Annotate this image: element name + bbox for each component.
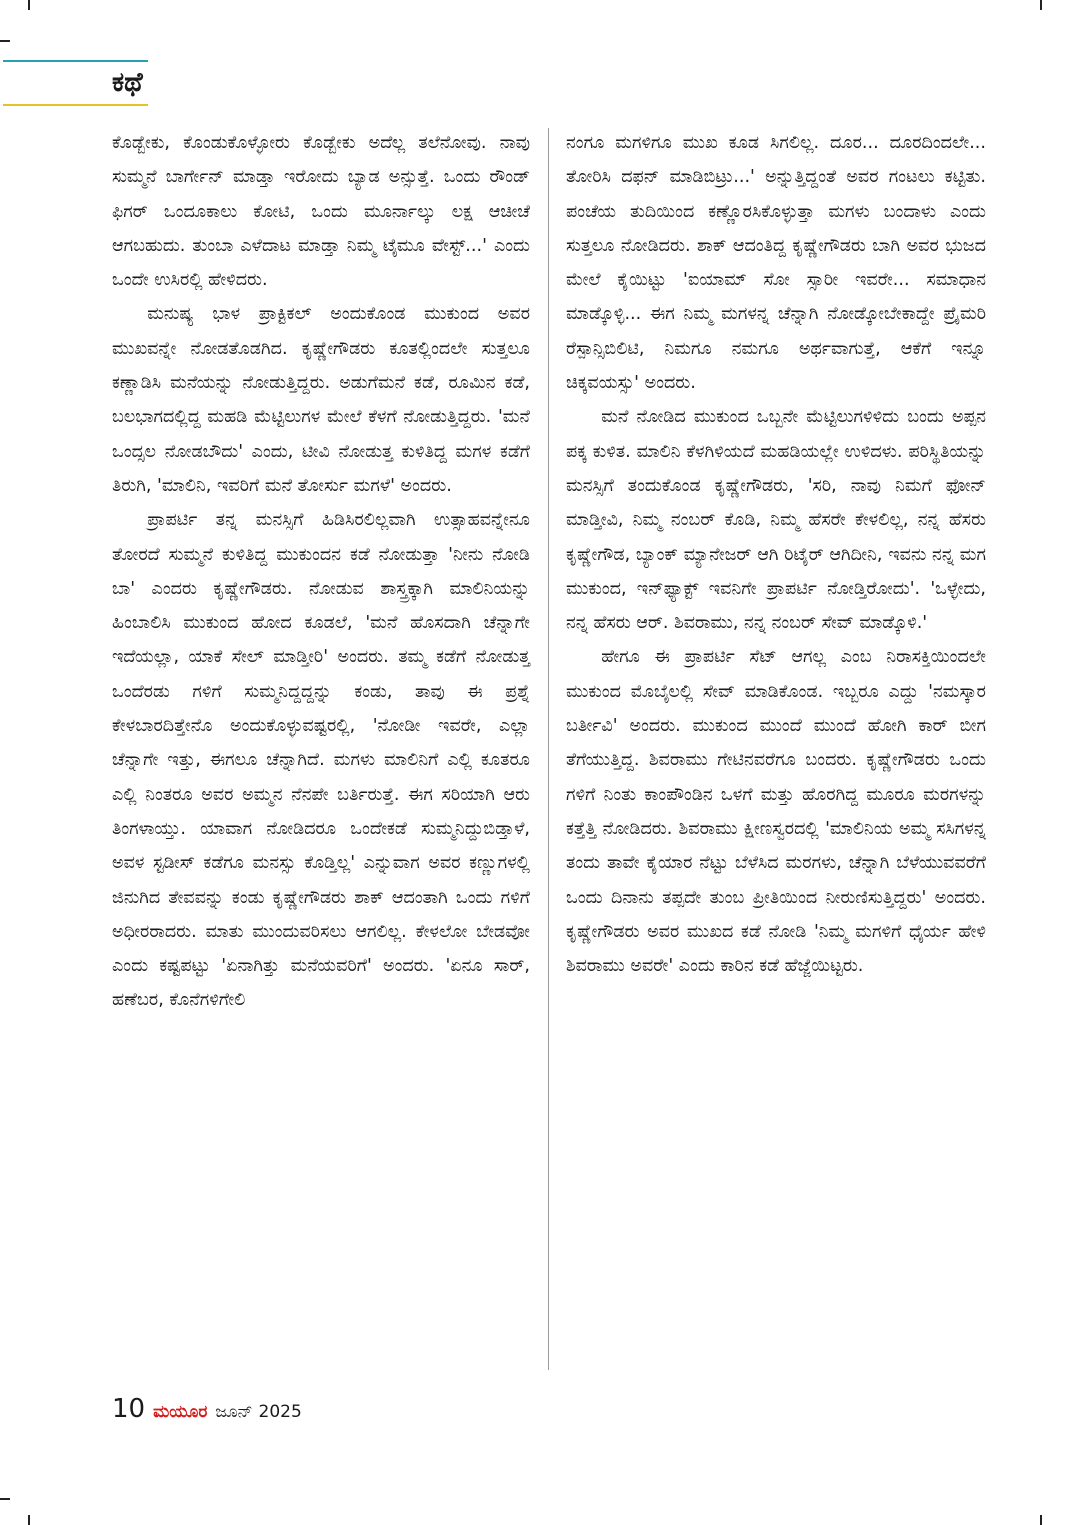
crop-mark [1040,0,1042,10]
crop-mark [28,0,30,10]
crop-mark [0,1498,10,1500]
article-paragraph: ಹೇಗೂ ಈ ಪ್ರಾಪರ್ಟಿ ಸೆಟ್ ಆಗಲ್ಲ ಎಂಬ ನಿರಾಸಕ್ತಿಯಿಂದಲೇ ಮುಕುಂದ ಮೊಬೈಲಲ್ಲಿ ಸೇವ್ ಮಾಡಿಕೊಂಡ. ಇಬ್ಬರೂ ಎದ್ದು 'ನಮಸ್ಕಾರ ಬರ್ತೀವಿ' ಅಂದರು. ಮುಕುಂದ ಮುಂದೆ ಮುಂದೆ ಹೋಗಿ ಕಾರ್ ಬೀಗ ತೆಗೆಯುತ್ತಿದ್ದ. ಶಿವರಾಮು ಗೇಟಿನವರೆಗೂ ಬಂದರು. ಕೃಷ್ಣೇಗೌಡರು ಒಂದು ಗಳಿಗೆ ನಿಂತು ಕಾಂಪೌಂಡಿನ ಒಳಗೆ ಮತ್ತು ಹೊರಗಿದ್ದ ಮೂರೂ ಮರಗಳನ್ನು ಕತ್ತೆತ್ತಿ ನೋಡಿದರು. ಶಿವರಾಮು ಕ್ಷೀಣಸ್ವರದಲ್ಲಿ 'ಮಾಲಿನಿಯ ಅಮ್ಮ ಸಸಿಗಳನ್ನ ತಂದು ತಾವೇ ಕೈಯಾರ ನೆಟ್ಟು ಬೆಳೆಸಿದ ಮರಗಳು, ಚೆನ್ನಾಗಿ ಬೆಳೆಯುವವರೆಗೆ ಒಂದು ದಿನಾನು ತಪ್ಪದೇ ತುಂಬ ಪ್ರೀತಿಯಿಂದ ನೀರುಣಿಸುತ್ತಿದ್ದರು' ಅಂದರು. ಕೃಷ್ಣೇಗೌಡರು ಅವರ ಮುಖದ ಕಡೆ ನೋಡಿ 'ನಿಮ್ಮ ಮಗಳಿಗೆ ಧೈರ್ಯ ಹೇಳಿ ಶಿವರಾಮು ಅವರೇ' ಎಂದು ಕಾರಿನ ಕಡೆ ಹೆಜ್ಜೆಯಿಟ್ಟರು. [566,647,986,977]
article-paragraph: ಮನೆ ನೋಡಿದ ಮುಕುಂದ ಒಬ್ಬನೇ ಮೆಟ್ಟಿಲುಗಳಿಳಿದು ಬಂದು ಅಪ್ಪನ ಪಕ್ಕ ಕುಳಿತ. ಮಾಲಿನಿ ಕೆಳಗಿಳಿಯದೆ ಮಹಡಿಯಲ್ಲೇ ಉಳಿದಳು. ಪರಿಸ್ಥಿತಿಯನ್ನು ಮನಸ್ಸಿಗೆ ತಂದುಕೊಂಡ ಕೃಷ್ಣೇಗೌಡರು, 'ಸರಿ, ನಾವು ನಿಮಗೆ ಫೋನ್ ಮಾಡ್ತೀವಿ, ನಿಮ್ಮ ನಂಬರ್ ಕೊಡಿ, ನಿಮ್ಮ ಹೆಸರೇ ಕೇಳಲಿಲ್ಲ, ನನ್ನ ಹೆಸರು ಕೃಷ್ಣೇಗೌಡ, ಬ್ಯಾಂಕ್ ಮ್ಯಾನೇಜರ್ ಆಗಿ ರಿಟೈರ್ ಆಗಿದೀನಿ, ಇವನು ನನ್ನ ಮಗ ಮುಕುಂದ, ಇನ್‌ಫ್ಯಾಕ್ಟ್ ಇವನಿಗೇ ಪ್ರಾಪರ್ಟಿ ನೋಡ್ತಿರೋದು'. 'ಒಳ್ಳೇದು, ನನ್ನ ಹೆಸರು ಆರ್. ಶಿವರಾಮು, ನನ್ನ ನಂಬರ್ ಸೇವ್ ಮಾಡ್ಕೊಳಿ.' [566,407,986,634]
section-title: ಕಥೆ [112,67,143,98]
page-number: 10 [112,1394,146,1424]
crop-mark [28,1515,30,1525]
section-accent-rule-top [3,60,148,62]
issue-year: 2025 [258,1402,302,1422]
magazine-name: ಮಯೂರ [153,1402,208,1422]
crop-mark [0,40,10,42]
article-column-left [112,126,530,1018]
article-paragraph: ಮನುಷ್ಯ ಭಾಳ ಪ್ರಾಕ್ಟಿಕಲ್ ಅಂದುಕೊಂಡ ಮುಕುಂದ ಅವರ ಮುಖವನ್ನೇ ನೋಡತೊಡಗಿದ. ಕೃಷ್ಣೇಗೌಡರು ಕೂತಲ್ಲಿಂದಲೇ ಸುತ್ತಲೂ ಕಣ್ಣಾಡಿಸಿ ಮನೆಯನ್ನು ನೋಡುತ್ತಿದ್ದರು. ಅಡುಗೆಮನೆ ಕಡೆ, ರೂಮಿನ ಕಡೆ, ಬಲಭಾಗದಲ್ಲಿದ್ದ ಮಹಡಿ ಮೆಟ್ಟಿಲುಗಳ ಮೇಲೆ ಕೆಳಗೆ ನೋಡುತ್ತಿದ್ದರು. 'ಮನೆ ಒಂದ್ಸಲ ನೋಡಬೌದು' ಎಂದು, ಟೀವಿ ನೋಡುತ್ತ ಕುಳಿತಿದ್ದ ಮಗಳ ಕಡೆಗೆ ತಿರುಗಿ, 'ಮಾಲಿನಿ, ಇವರಿಗೆ ಮನೆ ತೋರ್ಸು ಮಗಳೆ' ಅಂದರು. [112,304,530,496]
column-divider [548,128,549,1370]
crop-mark [1040,1515,1042,1525]
article-paragraph: ಪ್ರಾಪರ್ಟಿ ತನ್ನ ಮನಸ್ಸಿಗೆ ಹಿಡಿಸಿರಲಿಲ್ಲವಾಗಿ ಉತ್ಸಾಹವನ್ನೇನೂ ತೋರದೆ ಸುಮ್ಮನೆ ಕುಳಿತಿದ್ದ ಮುಕುಂದನ ಕಡೆ ನೋಡುತ್ತಾ 'ನೀನು ನೋಡಿ ಬಾ' ಎಂದರು ಕೃಷ್ಣೇಗೌಡರು. ನೋಡುವ ಶಾಸ್ತ್ರಕ್ಕಾಗಿ ಮಾಲಿನಿಯನ್ನು ಹಿಂಬಾಲಿಸಿ ಮುಕುಂದ ಹೋದ ಕೂಡಲೆ, 'ಮನೆ ಹೊಸದಾಗಿ ಚೆನ್ನಾಗೇ ಇದೆಯಲ್ಲಾ, ಯಾಕೆ ಸೇಲ್ ಮಾಡ್ತೀರಿ' ಅಂದರು. ತಮ್ಮ ಕಡೆಗೆ ನೋಡುತ್ತ ಒಂದೆರಡು ಗಳಿಗೆ ಸುಮ್ಮನಿದ್ದದ್ದನ್ನು ಕಂಡು, ತಾವು ಈ ಪ್ರಶ್ನೆ ಕೇಳಬಾರದಿತ್ತೇನೊ ಅಂದುಕೊಳ್ಳುವಷ್ಟರಲ್ಲಿ, 'ನೋಡೀ ಇವರೇ, ಎಲ್ಲಾ ಚೆನ್ನಾಗೇ ಇತ್ತು, ಈಗಲೂ ಚೆನ್ನಾಗಿದೆ. ಮಗಳು ಮಾಲಿನಿಗೆ ಎಲ್ಲಿ ಕೂತರೂ ಎಲ್ಲಿ ನಿಂತರೂ ಅವರ ಅಮ್ಮನ ನೆನಪೇ ಬರ್ತಿರುತ್ತೆ. ಈಗ ಸರಿಯಾಗಿ ಆರು ತಿಂಗಳಾಯ್ತು. ಯಾವಾಗ ನೋಡಿದರೂ ಒಂದೇಕಡೆ ಸುಮ್ಮನಿದ್ದುಬಿಡ್ತಾಳೆ, ಅವಳ ಸ್ಟಡೀಸ್ ಕಡೆಗೂ ಮನಸ್ಸು ಕೊಡ್ತಿಲ್ಲ' ಎನ್ನುವಾಗ ಅವರ ಕಣ್ಣುಗಳಲ್ಲಿ ಜಿನುಗಿದ ತೇವವನ್ನು ಕಂಡು ಕೃಷ್ಣೇಗೌಡರು ಶಾಕ್ ಆದಂತಾಗಿ ಒಂದು ಗಳಿಗೆ ಅಧೀರರಾದರು. ಮಾತು ಮುಂದುವರಿಸಲು ಆಗಲಿಲ್ಲ. ಕೇಳಲೋ ಬೇಡವೋ ಎಂದು ಕಷ್ಟಪಟ್ಟು 'ಏನಾಗಿತ್ತು ಮನೆಯವರಿಗೆ' ಅಂದರು. 'ಏನೂ ಸಾರ್, ಹಣೆಬರ, ಕೊನೆಗಳಿಗೇಲಿ [112,510,530,1011]
section-accent-rule-bottom [3,104,148,106]
article-paragraph: ಕೊಡ್ಬೇಕು, ಕೊಂಡುಕೊಳ್ಳೋರು ಕೊಡ್ಬೇಕು ಅದೆಲ್ಲ ತಲೆನೋವು. ನಾವು ಸುಮ್ಮನೆ ಬಾರ್ಗೇನ್ ಮಾಡ್ತಾ ಇರೋದು ಬ್ಯಾಡ ಅನ್ಸುತ್ತೆ. ಒಂದು ರೌಂಡ್ ಫಿಗರ್ ಒಂದೂಕಾಲು ಕೋಟಿ, ಒಂದು ಮೂರ್ನಾಲ್ಕು ಲಕ್ಷ ಆಚೀಚೆ ಆಗಬಹುದು. ತುಂಬಾ ಎಳೆದಾಟ ಮಾಡ್ತಾ ನಿಮ್ಮ ಟೈಮೂ ವೇಸ್ಟ್...' ಎಂದು ಒಂದೇ ಉಸಿರಲ್ಲಿ ಹೇಳಿದರು. [112,133,530,291]
page-footer [112,1394,302,1426]
article-column-right [566,126,986,983]
issue-month: ಜೂನ್ [215,1402,253,1422]
article-paragraph: ನಂಗೂ ಮಗಳಿಗೂ ಮುಖ ಕೂಡ ಸಿಗಲಿಲ್ಲ. ದೂರ... ದೂರದಿಂದಲೇ... ತೋರಿಸಿ ದಫನ್ ಮಾಡಿಬಿಟ್ರು...' ಅನ್ನುತ್ತಿದ್ದಂತೆ ಅವರ ಗಂಟಲು ಕಟ್ಟಿತು. ಪಂಚೆಯ ತುದಿಯಿಂದ ಕಣ್ಣೊರಸಿಕೊಳ್ಳುತ್ತಾ ಮಗಳು ಬಂದಾಳು ಎಂದು ಸುತ್ತಲೂ ನೋಡಿದರು. ಶಾಕ್ ಆದಂತಿದ್ದ ಕೃಷ್ಣೇಗೌಡರು ಬಾಗಿ ಅವರ ಭುಜದ ಮೇಲೆ ಕೈಯಿಟ್ಟು 'ಐಯಾಮ್ ಸೋ ಸ್ಸಾರೀ ಇವರೇ... ಸಮಾಧಾನ ಮಾಡ್ಕೊಳ್ಳಿ... ಈಗ ನಿಮ್ಮ ಮಗಳನ್ನ ಚೆನ್ನಾಗಿ ನೋಡ್ಕೋಬೇಕಾದ್ದೇ ಪ್ರೈಮರಿ ರೆಸ್ಪಾನ್ಸಿಬಿಲಿಟಿ, ನಿಮಗೂ ನಮಗೂ ಅರ್ಥವಾಗುತ್ತೆ, ಆಕೆಗೆ ಇನ್ನೂ ಚಿಕ್ಕವಯಸ್ಸು' ಅಂದರು. [566,133,986,394]
